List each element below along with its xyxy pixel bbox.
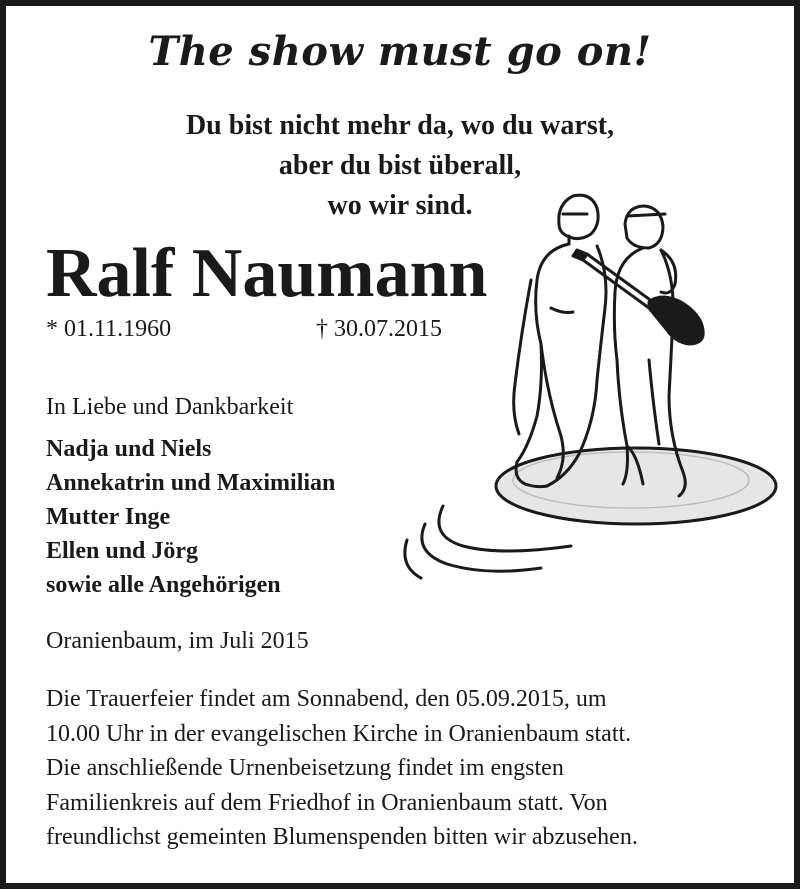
headline: The show must go on! [148, 28, 652, 75]
mourner-name: sowie alle Angehörigen [46, 572, 281, 598]
notice-line: Die anschließende Urnenbeisetzung findet im engsten [46, 755, 564, 781]
death-date: † 30.07.2015 [316, 316, 442, 342]
notice-line: Familienkreis auf dem Friedhof in Oranienbaum statt. Von [46, 789, 608, 816]
deceased-name: Ralf Naumann [46, 235, 488, 312]
mourner-name: Nadja und Niels [46, 436, 212, 462]
mourner-name: Mutter Inge [46, 504, 171, 530]
mourner-name: Ellen und Jörg [46, 538, 199, 564]
quote-line: wo wir sind. [327, 190, 473, 221]
mourner-name: Annekatrin und Maximilian [46, 470, 336, 496]
mourners-list [46, 432, 335, 602]
notice-line: freundlichst gemeinten Blumenspenden bitten wir abzusehen. [46, 824, 638, 850]
funeral-notice [46, 682, 638, 855]
birth-date: * 01.11.1960 [46, 316, 172, 342]
notice-line: 10.00 Uhr in der evangelischen Kirche in Oranienbaum statt. [46, 720, 632, 747]
dancing-couple-with-guitar-on-record-drawing-icon [391, 184, 791, 604]
gratitude-line: In Liebe und Dankbarkeit [46, 394, 294, 420]
quote-line: Du bist nicht mehr da, wo du warst, [185, 110, 615, 141]
quote-line: aber du bist überall, [278, 150, 522, 181]
place-and-date: Oranienbaum, im Juli 2015 [46, 628, 309, 654]
notice-line: Die Trauerfeier findet am Sonnabend, den 05.09.2015, um [46, 686, 607, 712]
